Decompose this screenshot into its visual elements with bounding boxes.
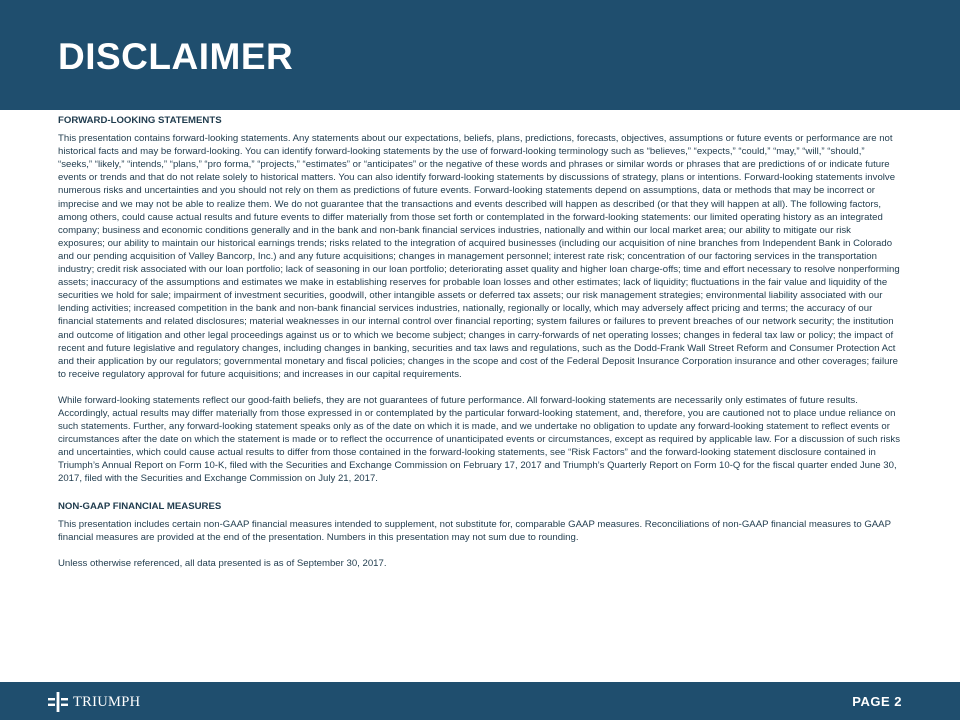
forward-looking-heading: FORWARD-LOOKING STATEMENTS bbox=[58, 115, 222, 126]
triumph-logo bbox=[48, 692, 140, 712]
page-number: PAGE 2 bbox=[852, 694, 902, 709]
disclaimer-body bbox=[58, 114, 900, 583]
forward-looking-paragraph-2: While forward-looking statements reflect our good-faith beliefs, they are not guarantees of future performance. All forward-looking statements are necessarily only estimates of future results. Accordingly, actual results may differ materially from those expressed in or contemplated by the particular forward-looking statement, and, therefore, you are cautioned not to place undue reliance on such statements. Further, any forward-looking statement speaks only as of the date on which it is made, and we undertake no obligation to update any forward-looking statement to reflect events or circumstances after the date on which the statement is made or to reflect the occurrence of unanticipated events or circumstances, except as required by applicable law. For a discussion of such risks and uncertainties, which could cause actual results to differ from those contained in the forward-looking statements, see “Risk Factors” and the forward-looking statement disclosure contained in Triumph’s Annual Report on Form 10-K, filed with the Securities and Exchange Commission on February 17, 2017 and Triumph’s Quarterly Report on Form 10-Q for the fiscal quarter ended June 30, 2017, filed with the Securities and Exchange Commission on July 21, 2017. bbox=[58, 394, 901, 485]
logo-wordmark: TRIUMPH bbox=[73, 693, 141, 710]
header-bar bbox=[0, 0, 960, 110]
page-title: DISCLAIMER bbox=[58, 36, 294, 77]
footer-bar bbox=[0, 682, 960, 720]
data-as-of-note: Unless otherwise referenced, all data presented is as of September 30, 2017. bbox=[58, 557, 387, 569]
forward-looking-paragraph-1: This presentation contains forward-looking statements. Any statements about our expectations, beliefs, plans, predictions, forecasts, objectives, assumptions or future events or performance are not historical facts and may be forward-looking. You can identify forward-looking statements by the use of forward-looking terminology such as “believes,” “expects,” “could,” “may,” “will,” “should,” “seeks,” “likely,” “intends,” “plans,” “pro forma,” “projects,” “estimates” or “anticipates” or the negative of these words and phrases or similar words or phrases that are predictions of or indicate future events or trends and that do not relate solely to historical matters. You can also identify forward-looking statements by discussions of strategy, plans or intentions. Forward-looking statements involve numerous risks and uncertainties and you should not rely on them as predictions of future events. Forward-looking statements depend on assumptions, data or methods that may be incorrect or imprecise and we may not be able to realize them. We do not guarantee that the transactions and events described will happen as described (or that they will happen at all). The following factors, among others, could cause actual results and future events to differ materially from those set forth or contemplated in the forward-looking statements: our limited operating history as an integrated company; business and economic conditions generally and in the bank and non-bank financial services industries, nationally and within our local market area; our ability to mitigate our risk exposures; our ability to maintain our historical earnings trends; risks related to the integration of acquired businesses (including our acquisition of nine branches from Independent Bank in Colorado and our pending acquisition of Valley Bancorp, Inc.) and any future acquisitions; changes in management personnel; interest rate risk; concentration of our factoring services in the transportation industry; credit risk associated with our loan portfolio; lack of seasoning in our loan portfolio; deteriorating asset quality and higher loan charge-offs; time and effort necessary to resolve nonperforming assets; inaccuracy of the assumptions and estimates we make in establishing reserves for probable loan losses and other estimates; lack of liquidity; fluctuations in the fair value and liquidity of the securities we hold for sale; impairment of investment securities, goodwill, other intangible assets or deferred tax assets; our risk management strategies; environmental liability associated with our lending activities; increased competition in the bank and non-bank financial services industries, nationally, regionally or locally, which may adversely affect pricing and terms; the accuracy of our financial statements and related disclosures; material weaknesses in our internal control over financial reporting; system failures or failures to prevent breaches of our network security; the institution and outcome of litigation and other legal proceedings against us or to which we become subject; changes in carry-forwards of net operating losses; changes in federal tax law or policy; the impact of recent and future legislative and regulatory changes, including changes in banking, securities and tax laws and regulations, such as the Dodd-Frank Wall Street Reform and Consumer Protection Act and their application by our regulators; governmental monetary and fiscal policies; changes in the scope and cost of the Federal Deposit Insurance Corporation insurance and other coverages; failure to receive regulatory approval for future acquisitions; and increases in our capital requirements. bbox=[58, 133, 900, 380]
non-gaap-heading: NON-GAAP FINANCIAL MEASURES bbox=[58, 500, 222, 512]
triumph-cross-logo-icon bbox=[48, 692, 68, 712]
non-gaap-paragraph-1: This presentation includes certain non-GAAP financial measures intended to supplement, not substitute for, comparable GAAP measures. Reconciliations of non-GAAP financial measures to GAAP financial measures are provided at the end of the presentation. Numbers in this presentation may not sum due to rounding. bbox=[58, 518, 891, 543]
